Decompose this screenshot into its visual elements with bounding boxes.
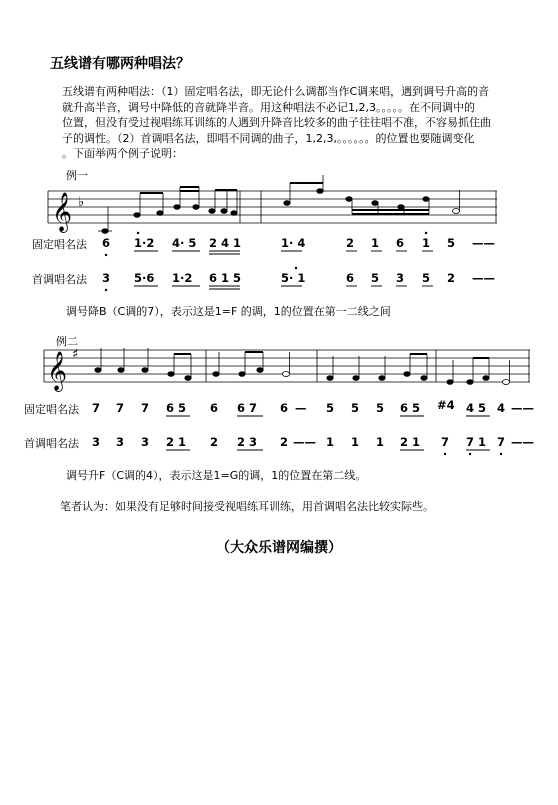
jianpu-note: 5 [376, 401, 385, 415]
jianpu-note: 3 [396, 271, 405, 285]
example1-fixed-label: 固定唱名法 [32, 238, 87, 251]
jianpu-note: 4· 5 [172, 236, 197, 250]
example2-note: 调号升F（C调的4），表示这是1=G的调，1的位置在第二线。 [66, 469, 367, 482]
intro-line: 子的调性。（2）首调唱名法，即唱不同调的曲子，1,2,3,。。。。。。的位置也要随调变化 [62, 131, 475, 145]
jianpu-note: —— [511, 401, 534, 415]
flat-icon: ♭ [78, 195, 85, 210]
jianpu-note: 5 [351, 401, 360, 415]
jianpu-note: 7 [92, 401, 101, 415]
jianpu-note: —— [293, 435, 316, 449]
jianpu-note: 1 [371, 236, 380, 250]
jianpu-note: —— [472, 236, 495, 250]
intro-line: 就升高半音，调号中降低的音就降半音。用这种唱法不必记1,2,3。。。。。在不同调中的 [62, 100, 475, 114]
example2-fixed-label: 固定唱名法 [24, 403, 79, 416]
jianpu-note: 7 [116, 401, 125, 415]
jianpu-note: 2 3 [237, 435, 258, 449]
jianpu-note: 2 [280, 435, 289, 449]
jianpu-note: 2 [346, 236, 355, 250]
example2-label: 例二 [56, 335, 78, 348]
jianpu-note: —— [511, 435, 534, 449]
jianpu-note: 3 [116, 435, 125, 449]
page-title: 五线谱有哪两种唱法？ [50, 56, 190, 72]
jianpu-note: 7 1 [466, 435, 487, 449]
jianpu-note: 6 [102, 236, 111, 250]
jianpu-note: 5·6 [134, 271, 155, 285]
jianpu-note: 2 4 1 [209, 236, 242, 250]
treble-clef-icon: 𝄞 [47, 351, 68, 391]
jianpu-note: 1·2 [134, 236, 155, 250]
jianpu-note: 5 [447, 236, 456, 250]
jianpu-note: 5 [422, 271, 431, 285]
jianpu-note: 3 [92, 435, 101, 449]
jianpu-note: 3 [102, 271, 111, 285]
sharp-icon: ♯ [72, 347, 79, 362]
jianpu-note: 2 [447, 271, 456, 285]
jianpu-note: 4 [497, 401, 506, 415]
jianpu-note: 6 [280, 401, 289, 415]
jianpu-note: 6 1 5 [209, 271, 242, 285]
treble-clef-icon: 𝄞 [52, 192, 73, 232]
intro-line: 位置，但没有受过视唱练耳训练的人遇到升降音比较多的曲子往往唱不准，不容易抓住曲 [62, 116, 491, 129]
jianpu-note: 2 1 [166, 435, 187, 449]
jianpu-note: 5· 1 [281, 271, 306, 285]
example1-movable-label: 首调唱名法 [32, 273, 87, 286]
jianpu-note: 7 [141, 401, 150, 415]
intro-line: 。下面举两个例子说明： [62, 147, 183, 160]
jianpu-note: 6 5 [166, 401, 187, 415]
author-note: 笔者认为：如果没有足够时间接受视唱练耳训练，用首调唱名法比较实际些。 [60, 500, 434, 513]
example1-label: 例一 [66, 169, 88, 182]
intro-line: 五线谱有两种唱法：（1）固定唱名法，即无论什么调都当作C调来唱，遇到调号升高的音 [62, 85, 490, 98]
jianpu-note: 5 [371, 271, 380, 285]
jianpu-note: 7 [497, 435, 506, 449]
jianpu-note: 4 5 [466, 401, 487, 415]
jianpu-note: —— [472, 271, 495, 285]
jianpu-note: 3 [141, 435, 150, 449]
jianpu-note: 1 [376, 435, 385, 449]
jianpu-note: 2 1 [400, 435, 421, 449]
jianpu-note: 1 [422, 236, 431, 250]
jianpu-note: 1· 4 [281, 236, 306, 250]
jianpu-note: 6 [210, 401, 219, 415]
credit: （大众乐谱网编撰） [216, 540, 342, 556]
jianpu-note: 7 [441, 435, 450, 449]
jianpu-note: 1·2 [172, 271, 193, 285]
jianpu-note: #4 [437, 398, 455, 412]
jianpu-note: 6 7 [237, 401, 258, 415]
jianpu-note: 1 [326, 435, 335, 449]
jianpu-note: 6 [346, 271, 355, 285]
jianpu-note: 6 5 [400, 401, 421, 415]
jianpu-note: 2 [210, 435, 219, 449]
jianpu-note: — [295, 401, 307, 415]
example1-note: 调号降B（C调的7），表示这是1=F 的调，1的位置在第一二线之间 [66, 305, 391, 318]
jianpu-note: 6 [396, 236, 405, 250]
jianpu-note: 1 [351, 435, 360, 449]
example2-movable-label: 首调唱名法 [24, 437, 79, 450]
jianpu-note: 5 [326, 401, 335, 415]
